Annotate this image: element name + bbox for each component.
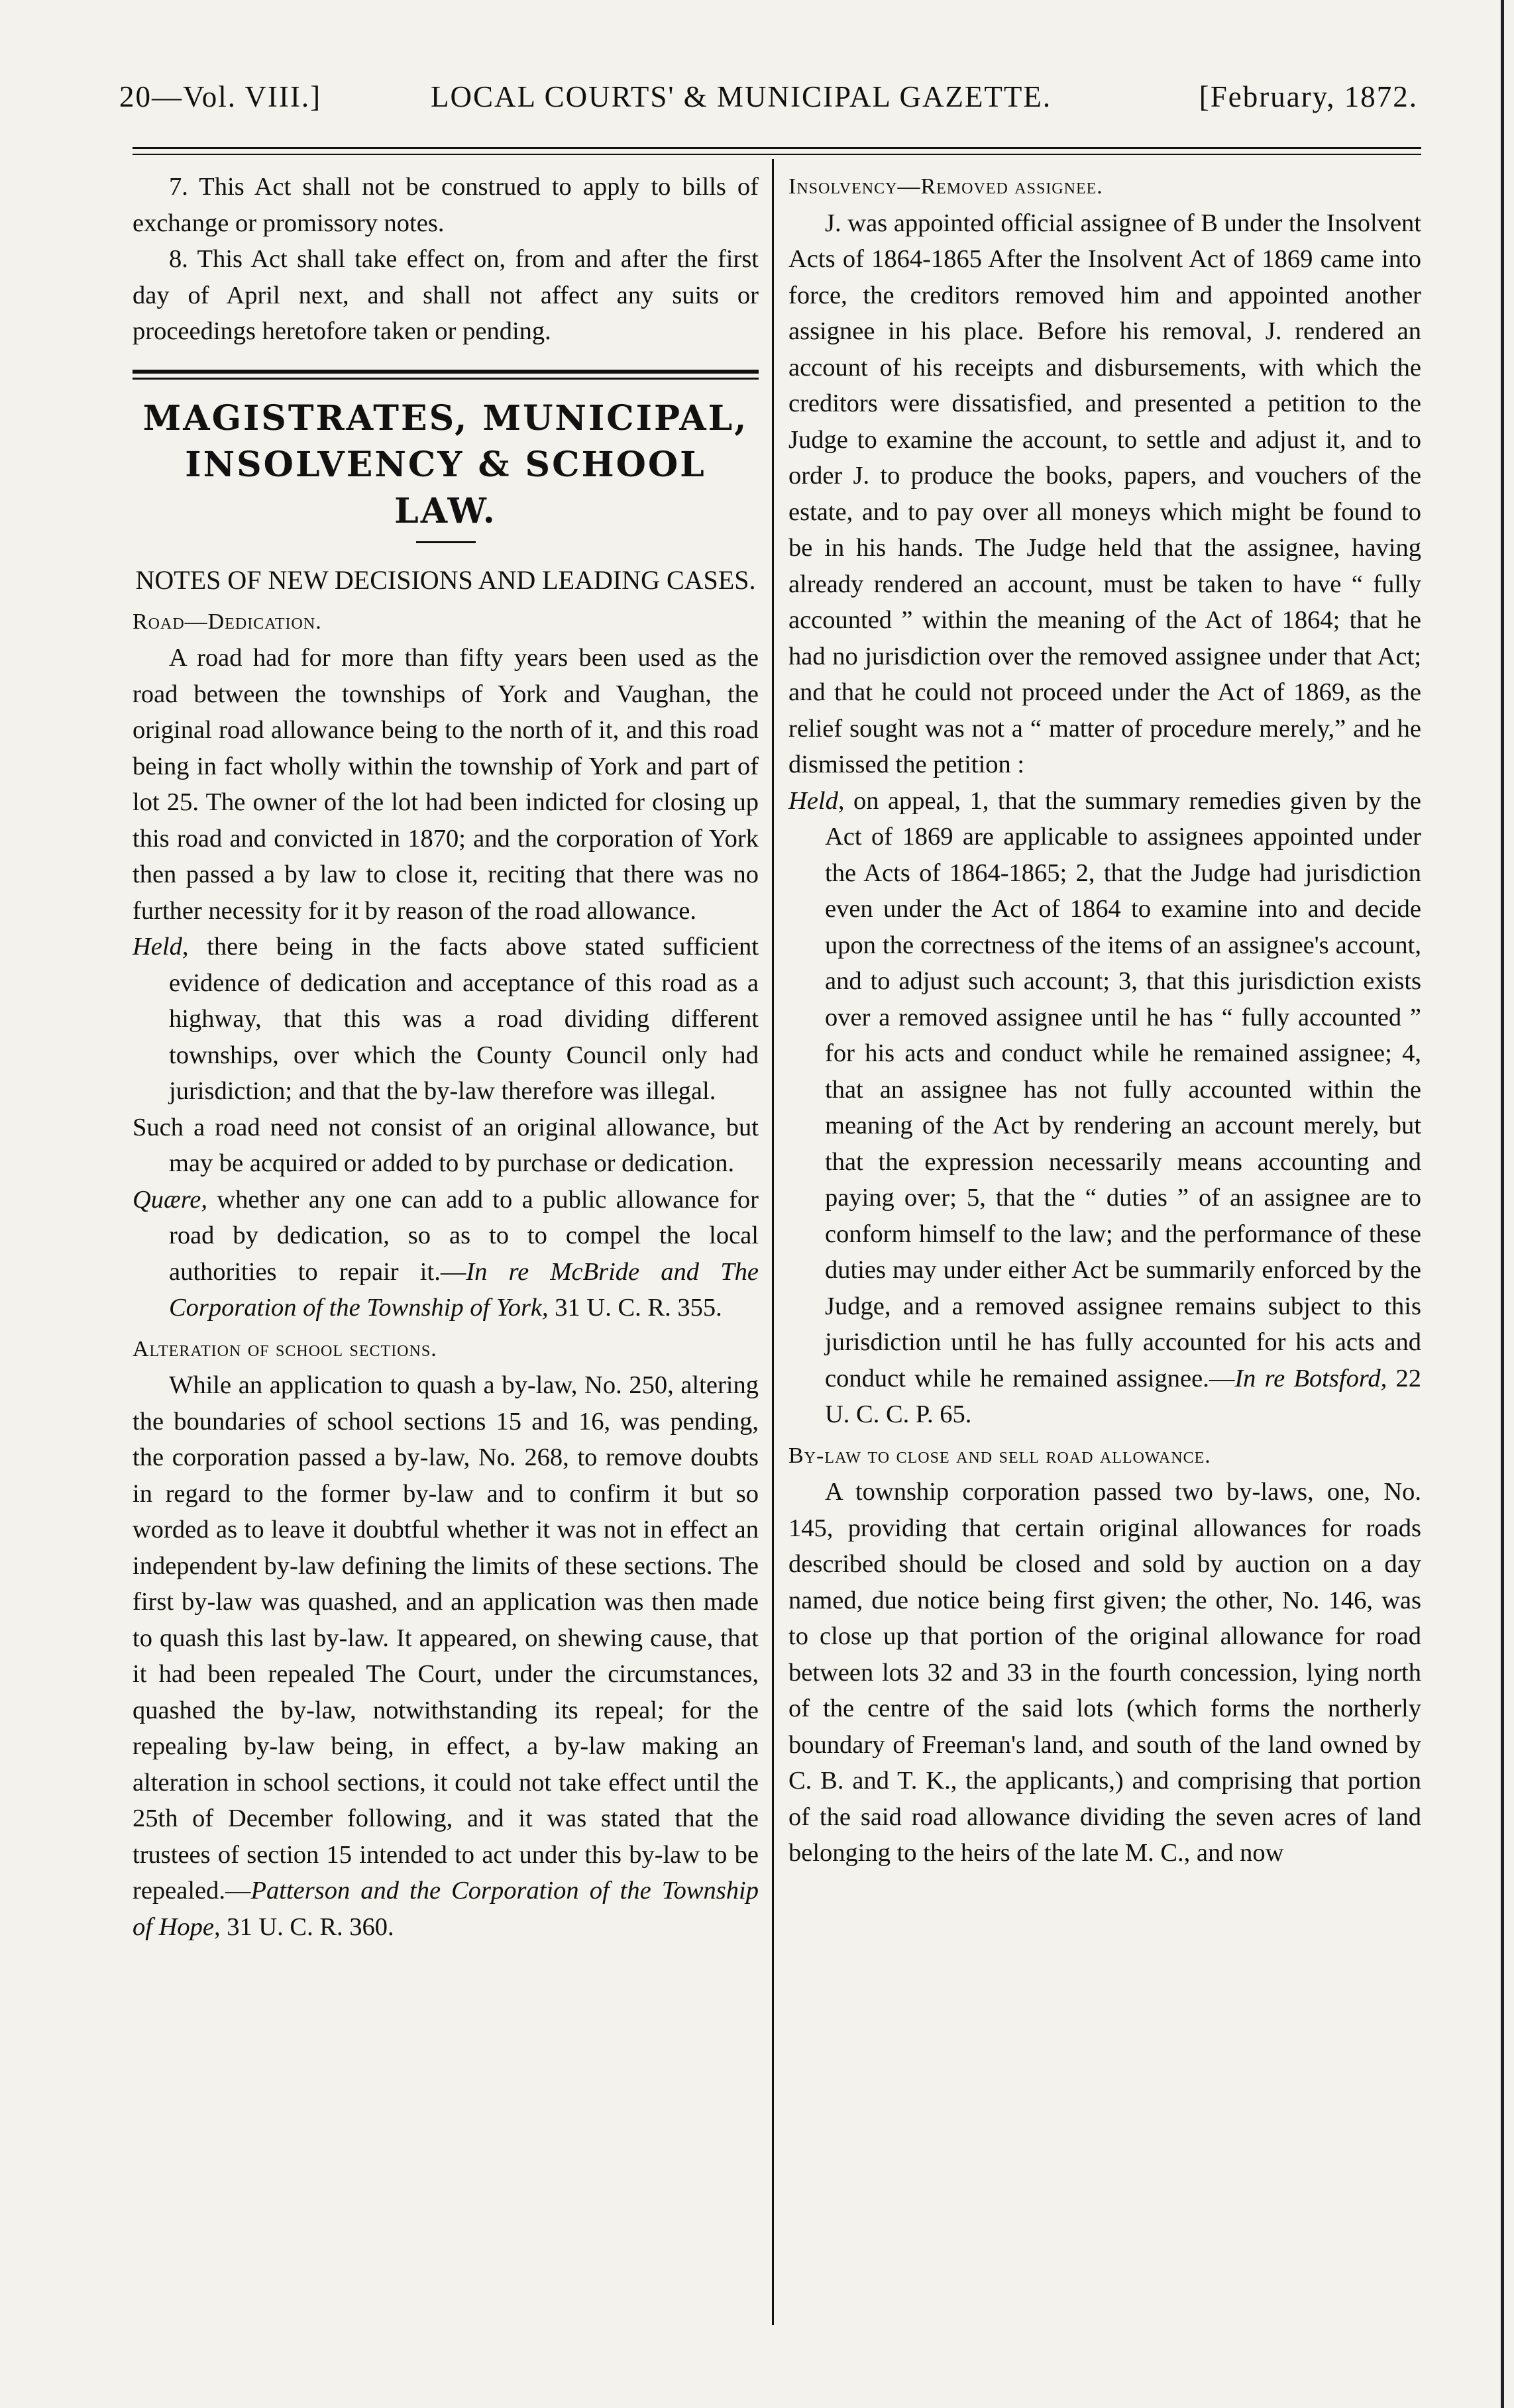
- quaere-text: whether any one can add to a public allowance for road by dedication, so as to to compel the local authorities to repair it.—: [169, 1185, 759, 1286]
- held-text: on appeal, 1, that the summary remedies given by the Act of 1869 are applicable to assignees appointed under the Acts of 1864-1865; 2, that the Judge had jurisdiction even under the Act of 1864 to examine into and decide upon the correctness of the items of an assignee's account, and to adjust such account; 3, that this jurisdiction exists over a removed assignee until he has “ fully accounted ” for his acts and conduct while he remained assignee; 4, that an assignee has not fully accounted within the meaning of the Act by rendering an account merely, but that the expression necessarily means accounting and paying over; 5, that the “ duties ” of an assignee are to conform himself to the law; and the performance of these duties may under either Act be summarily enforced by the Judge, and a removed assignee remains subject to this jurisdiction until he has fully accounted for his acts and conduct while he remained assignee.—: [825, 786, 1421, 1392]
- school-case-text: [133, 1367, 759, 1945]
- school-reference: 31 U. C. R. 360.: [220, 1912, 394, 1941]
- held-citation: In re Botsford,: [1234, 1364, 1387, 1392]
- insolvency-case-held: [788, 783, 1421, 1433]
- left-column: [133, 169, 759, 1945]
- act-section-7: 7. This Act shall not be construed to apply to bills of exchange or promissory notes.: [133, 173, 759, 237]
- page-header: [119, 79, 1418, 132]
- bylaw-case-text: A township corporation passed two by-laws, one, No. 145, providing that certain original allowances for roads described should be closed and sold by auction on a day named, due notice being first given; the other, No. 146, was to close up that portion of the original allowance for road between lots 32 and 33 in the fourth concession, lying north of the centre of the said lots (which forms the northerly boundary of Freeman's land, and south of the land owned by C. B. and T. K., the applicants,) and comprising that portion of the said road allowance dividing the seven acres of land belonging to the heirs of the late M. C., and now: [788, 1478, 1421, 1867]
- header-rule-bottom: [133, 154, 1421, 155]
- held-label: Held,: [133, 933, 189, 961]
- road-case-held: [133, 929, 759, 1110]
- road-case-quaere: [133, 1182, 759, 1326]
- quaere-label: Quære,: [133, 1185, 207, 1214]
- held-label: Held,: [788, 786, 845, 815]
- column-divider: [772, 159, 774, 2325]
- section-subtitle: NOTES OF NEW DECISIONS AND LEADING CASES.: [135, 564, 756, 595]
- header-date: [February, 1872.: [1199, 80, 1418, 113]
- heading-road-dedication: Road—Dedication.: [133, 609, 322, 634]
- school-text: While an application to quash a by-law, No. 250, altering the boundaries of school sections 15 and 16, was pending, the corporation passed a by-law, No. 268, to remove doubts in regard to the former by-law and to confirm it but so worded as to leave it doubtful whether it was not in effect an independent by-law defining the limits of these sections. The first by-law was quashed, and an application was then made to quash this last by-law. It appeared, on shewing cause, that it had been repealed The Court, under the circumstances, quashed the by-law, notwithstanding its repeal; for the repealing by-law being, in effect, a by-law making an alteration in school sections, it could not take effect until the 25th of December following, and it was stated that the trustees of section 15 intended to act under this by-law to be repealed.—: [133, 1371, 759, 1905]
- road-case-such: Such a road need not consist of an original allowance, but may be acquired or added to by purchase or dedication.: [133, 1113, 759, 1177]
- heading-school-sections: Alteration of school sections.: [133, 1336, 437, 1361]
- page-edge-line: [1501, 0, 1504, 2408]
- section-title-line-1: MAGISTRATES, MUNICIPAL,: [142, 397, 749, 439]
- road-case-text: A road had for more than fifty years been used as the road between the townships of York and Vaughan, the original road allowance being to the north of it, and this road being in fact wholly within the township of York and part of lot 25. The owner of the lot had been indicted for closing up this road and convicted in 1870; and the corporation of York then passed a by law to close it, reciting that there was no further necessity for it by reason of the road allowance.: [133, 644, 759, 925]
- insolvency-case-text: J. was appointed official assignee of B under the Insolvent Acts of 1864-1865 After the Insolvent Act of 1869 came into force, the creditors removed him and appointed another assignee in his place. Before his removal, J. rendered an account of his receipts and disbursements, with which the creditors were dissatisfied, and presented a petition to the Judge to examine the account, to settle and adjust it, and to order J. to produce the books, papers, and vouchers of the estate, and to pay over all moneys which might be found to be in his hands. The Judge held that the assignee, having already rendered an account, must be taken to have “ fully accounted ” within the meaning of the Act of 1864; that he had no jurisdiction over the removed assignee under that Act; and that he could not proceed under the Act of 1869, as the relief sought was not a “ matter of procedure merely,” and he dismissed the petition :: [788, 209, 1421, 778]
- header-title: LOCAL COURTS' & MUNICIPAL GAZETTE.: [431, 80, 1052, 113]
- header-rule-top: [133, 147, 1421, 149]
- section-divider: [133, 370, 759, 380]
- held-text: there being in the facts above stated sufficient evidence of dedication and acceptance of this road as a highway, that this was a road dividing different townships, over which the County Council only had jurisdiction; and that the by-law therefore was illegal.: [169, 933, 759, 1105]
- heading-bylaw-road-allowance: By-law to close and sell road allowance.: [788, 1443, 1211, 1468]
- quaere-citation: In re McBride and The Corporation of the Township of York,: [169, 1257, 759, 1322]
- held-reference: 22 U. C. C. P. 65.: [825, 1364, 1421, 1428]
- right-column: [788, 169, 1421, 1871]
- section-title: [133, 395, 759, 535]
- act-section-8: 8. This Act shall take effect on, from and after the first day of April next, and shall not affect any suits or proceedings heretofore taken or pending.: [133, 245, 759, 345]
- title-short-rule: [416, 541, 476, 543]
- heading-insolvency: Insolvency—Removed assignee.: [788, 174, 1103, 199]
- school-citation: Patterson and the Corporation of the Township of Hope,: [133, 1877, 759, 1941]
- quaere-reference: 31 U. C. R. 355.: [548, 1294, 722, 1322]
- header-volume: 20—Vol. VIII.]: [119, 80, 322, 113]
- section-title-line-2: INSOLVENCY & SCHOOL LAW.: [185, 444, 706, 531]
